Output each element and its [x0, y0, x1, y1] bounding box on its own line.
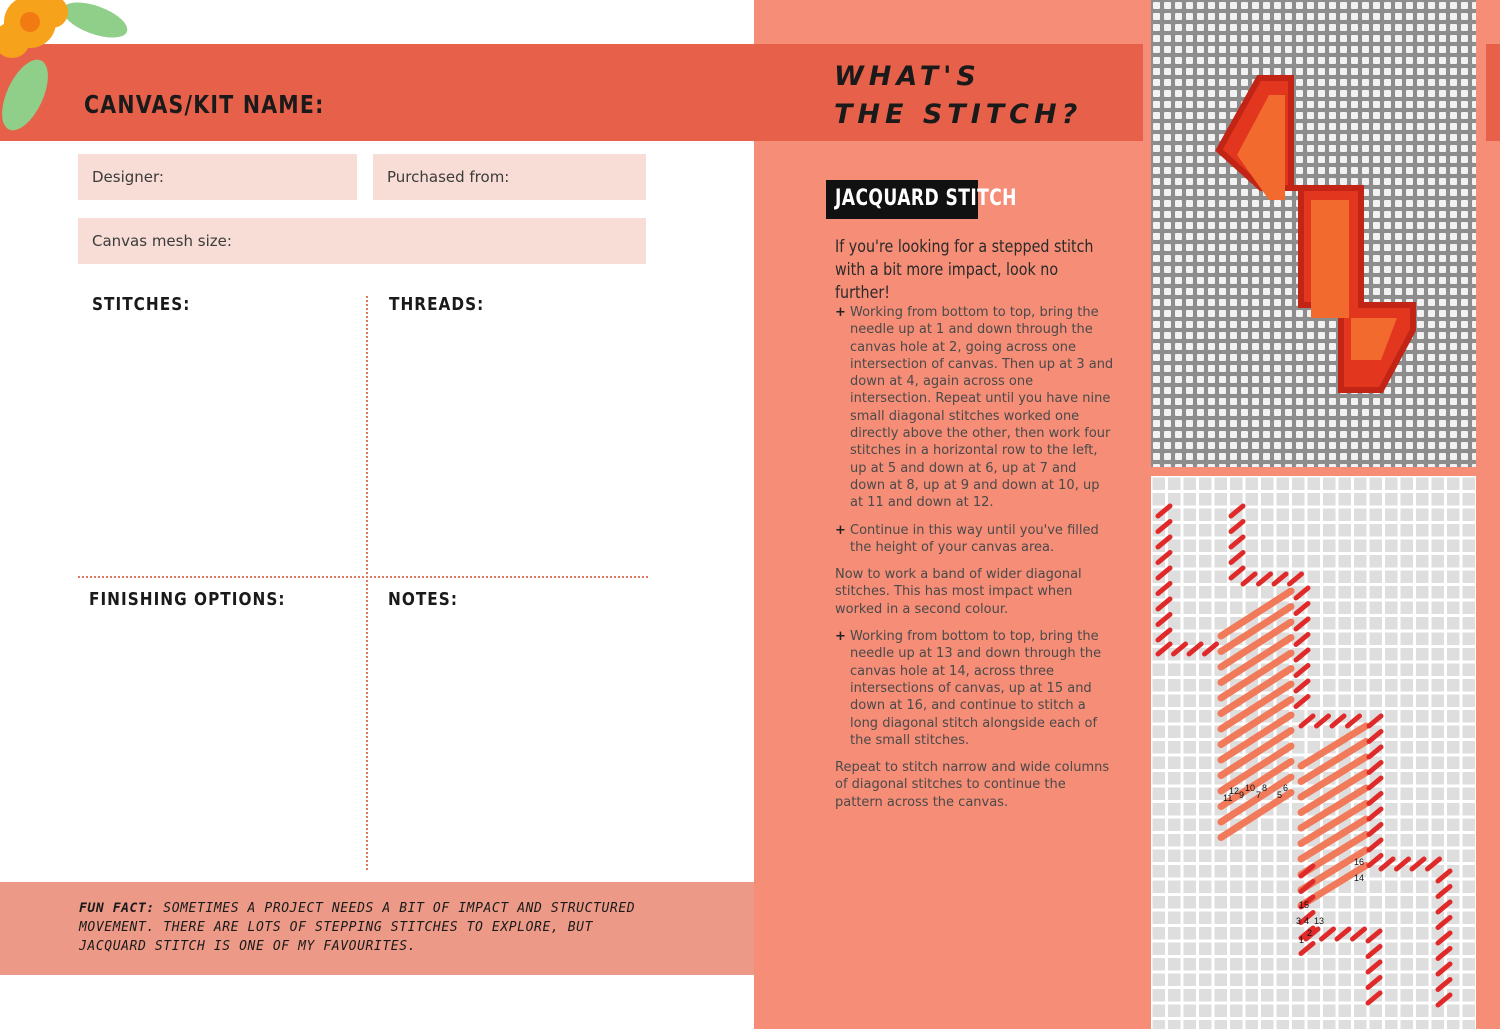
finishing-options-heading: FINISHING OPTIONS: [89, 589, 286, 610]
plus-bullet-icon: + [835, 305, 846, 320]
instruction-paragraph: Repeat to stitch narrow and wide columns of diagonal stitches to continue the pattern across the canvas. [835, 760, 1110, 810]
diagram-number-label: 7 [1256, 790, 1262, 800]
vertical-dotted-divider [366, 296, 368, 870]
fun-fact-text [79, 899, 639, 956]
diagram-number-label: 13 [1314, 916, 1325, 926]
horizontal-dotted-divider [78, 576, 648, 578]
stitch-name-label: JACQUARD STITCH [835, 186, 1017, 211]
diagram-number-label: 10 [1245, 783, 1256, 793]
threads-heading: THREADS: [389, 294, 485, 315]
diagram-number-label: 3 [1296, 916, 1302, 926]
stitch-diagram [1151, 476, 1476, 1029]
stitch-name-badge [826, 180, 1017, 219]
diagram-number-label: 4 [1304, 916, 1310, 926]
diagram-number-label: 12 [1229, 786, 1240, 796]
diagram-number-label: 15 [1299, 900, 1310, 910]
diagram-number-label: 9 [1239, 790, 1245, 800]
instruction-step: + Continue in this way until you've filled the height of your canvas area. [835, 522, 1099, 555]
diagram-number-label: 11 [1223, 793, 1233, 803]
designer-field[interactable] [78, 154, 357, 200]
title-line-2: THE STITCH? [834, 99, 1083, 130]
diagram-number-label: 5 [1277, 790, 1283, 800]
diagram-number-label: 6 [1283, 783, 1289, 793]
instruction-step: + Working from bottom to top, bring the needle up at 13 and down through the canvas hole at 14, across three intersections of canvas, up at 15 and down at 16, and continue to stitch a long diagonal stitch alongside each of the small stitches. [835, 629, 1102, 748]
notes-heading: NOTES: [388, 589, 458, 610]
diagram-number-label: 14 [1354, 873, 1365, 883]
whats-the-stitch-title [834, 58, 1082, 134]
instruction-paragraph: Now to work a band of wider diagonal stitches. This has most impact when worked in a second colour. [835, 567, 1082, 617]
fun-fact-body: SOMETIMES A PROJECT NEEDS A BIT OF IMPACT AND STRUCTURED MOVEMENT. THERE ARE LOTS OF STEPPING STITCHES TO EXPLORE, BUT JACQUARD STITCH IS ONE OF MY FAVOURITES. [79, 901, 636, 954]
instructions [835, 304, 1115, 821]
diagram-number-label: 16 [1354, 857, 1365, 867]
title-line-1: WHAT'S [834, 61, 981, 92]
stitch-sample-photo [1151, 0, 1476, 467]
diagram-number-label: 2 [1307, 928, 1313, 938]
plus-bullet-icon: + [835, 522, 846, 538]
diagram-number-label: 8 [1262, 783, 1268, 793]
instruction-step: + Working from bottom to top, bring the needle up at 1 and down through the canvas hole at 2, going across one intersection of canvas. Then up at 3 and down at 4, again across one intersection. Repeat until you have nine small diagonal stitches worked one directly above the other, then work four stitches in a horizontal row to the left, up at 5 and down at 6, up at 7 and down at 8, up at 9 and down at 10, up at 11 and down at 12. [835, 305, 1114, 511]
kit-name-title: CANVAS/KIT NAME: [84, 90, 325, 119]
page-edge-band [1486, 44, 1500, 141]
purchased-from-label: Purchased from: [387, 168, 510, 186]
right-page [754, 0, 1500, 1029]
purchased-from-field[interactable] [373, 154, 646, 200]
plus-bullet-icon: + [835, 629, 846, 645]
intro-text: If you're looking for a stepped stitch with a bit more impact, look no further! [835, 237, 1094, 303]
page-edge-strip [1486, 0, 1500, 1029]
stitches-heading: STITCHES: [92, 294, 191, 315]
diagram-number-label: 1 [1299, 935, 1305, 945]
canvas-mesh-photo [1151, 0, 1476, 467]
fun-fact-label: FUN FACT: [79, 901, 155, 916]
designer-label: Designer: [92, 168, 164, 186]
canvas-mesh-size-field[interactable] [78, 218, 646, 264]
canvas-mesh-size-label: Canvas mesh size: [92, 232, 232, 250]
